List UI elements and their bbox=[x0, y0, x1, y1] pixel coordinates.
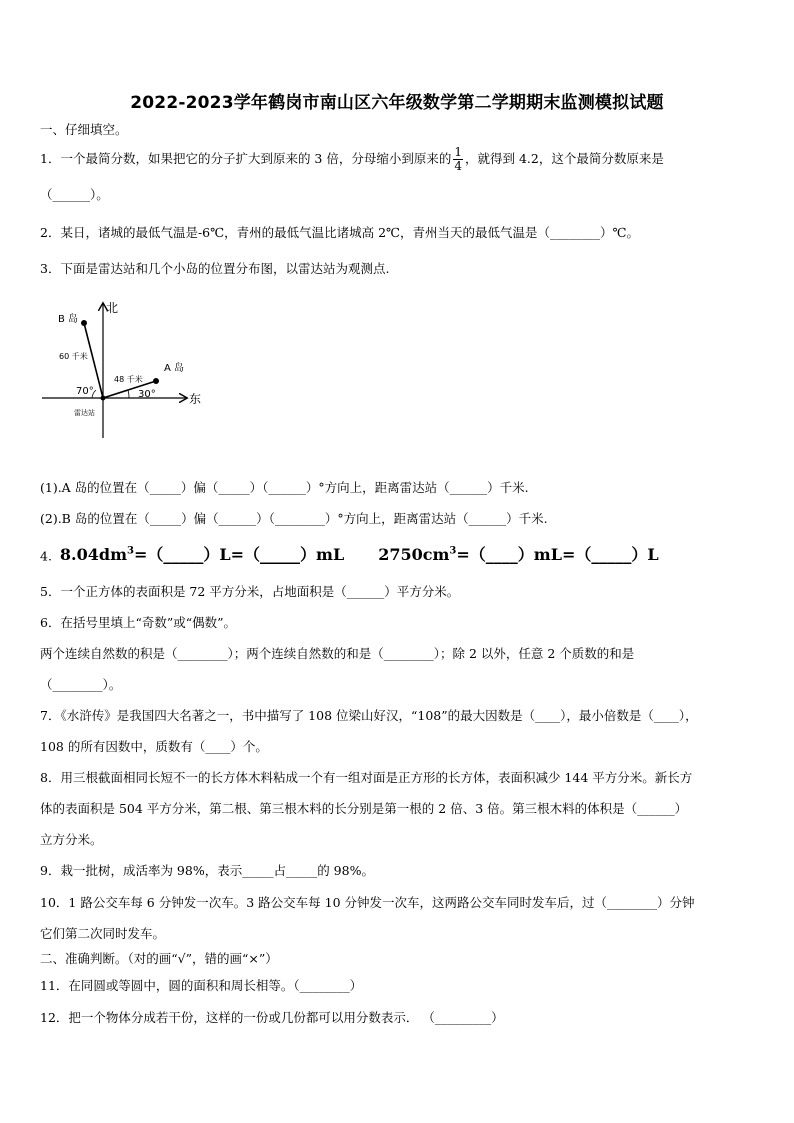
question-3-part-2: (2).B 岛的位置在（_____）偏（______）（________）°方向上，距离雷达站（______）千米. bbox=[40, 511, 548, 526]
question-4-number: 4. bbox=[40, 548, 52, 564]
question-10-line-1: 10．1 路公交车每 6 分钟发一次车。3 路公交车每 10 分钟发一次车，这两路公交车同时发车后，过（________）分钟 bbox=[40, 895, 695, 910]
question-7-line-2: 108 的所有因数中，质数有（____）个。 bbox=[40, 739, 268, 754]
question-1-text-a: 1．一个最简分数，如果把它的分子扩大到原来的 3 倍，分母缩小到原来的 bbox=[40, 151, 452, 166]
a-island-label: A 岛 bbox=[164, 363, 185, 374]
fraction-one-quarter bbox=[453, 146, 463, 173]
b-island-point bbox=[81, 320, 87, 326]
question-3-part-1: (1).A 岛的位置在（_____）偏（_____）（______）°方向上，距离雷达站（______）千米. bbox=[40, 480, 529, 495]
a-distance-label: 48 千米 bbox=[114, 375, 143, 384]
question-9: 9．栽一批树，成活率为 98%，表示_____占_____的 98%。 bbox=[40, 863, 374, 878]
question-12: 12．把一个物体分成若干份，这样的一份或几份都可以用分数表示． （_________） bbox=[40, 1010, 504, 1025]
question-4-volume-b bbox=[378, 545, 658, 564]
question-4-volume-a bbox=[60, 545, 344, 564]
question-8-line-3: 立方分米。 bbox=[40, 832, 103, 847]
question-8-line-2: 体的表面积是 504 平方分米，第二根、第三根木料的长分别是第一根的 2 倍、3 倍。第三根木料的体积是（______） bbox=[40, 801, 688, 816]
section-heading-fill-in: 一、仔细填空。 bbox=[40, 122, 128, 137]
question-1-answer-line: （______）。 bbox=[40, 187, 109, 202]
question-4 bbox=[40, 544, 659, 564]
b-distance-label: 60 千米 bbox=[59, 352, 88, 361]
question-3: 3．下面是雷达站和几个小岛的位置分布图，以雷达站为观测点. bbox=[40, 261, 390, 276]
question-2: 2．某日，诸城的最低气温是-6℃，青州的最低气温比诸城高 2℃，青州当天的最低气温是（________）℃。 bbox=[40, 225, 640, 240]
north-label: 北 bbox=[106, 301, 119, 315]
question-8-line-1: 8．用三根截面相同长短不一的长方体木料粘成一个有一组对面是正方形的长方体，表面积减少 144 平方分米。新长方 bbox=[40, 770, 693, 785]
page-title: 2022-2023学年鹤岗市南山区六年级数学第二学期期末监测模拟试题 bbox=[130, 93, 664, 113]
question-6-line-2: 两个连续自然数的积是（________）；两个连续自然数的和是（________）；除 2 以外，任意 2 个质数的和是 bbox=[40, 646, 635, 661]
question-1-text-b: ，就得到 4.2，这个最简分数原来是 bbox=[465, 151, 664, 166]
question-6-line-3: （________）。 bbox=[40, 677, 122, 692]
angle-a-arc bbox=[128, 390, 129, 398]
fraction-denominator: 4 bbox=[454, 159, 462, 173]
question-7-line-1: 7．《水浒传》是我国四大名著之一，书中描写了 108 位梁山好汉，“108”的最大因数是（____），最小倍数是（____）， bbox=[40, 708, 698, 723]
b-angle-label: 70° bbox=[76, 386, 94, 397]
east-label: 东 bbox=[189, 392, 202, 406]
section-heading-judge: 二、准确判断。（对的画“√”，错的画“×”） bbox=[40, 951, 278, 966]
radar-position-diagram bbox=[36, 290, 216, 440]
question-6-line-1: 6．在括号里填上“奇数”或“偶数”。 bbox=[40, 615, 237, 630]
a-angle-label: 30° bbox=[138, 389, 156, 400]
question-10-line-2: 它们第二次同时发车。 bbox=[40, 926, 166, 941]
a-island-point bbox=[153, 378, 159, 384]
question-1 bbox=[40, 146, 664, 173]
question-4-a-exponent: 3 bbox=[127, 546, 134, 557]
b-island-label: B 岛 bbox=[58, 314, 79, 325]
radar-station-point bbox=[101, 396, 106, 401]
fraction-numerator: 1 bbox=[454, 145, 462, 159]
question-4-a-value: 8.04dm bbox=[59, 545, 128, 565]
question-4-b-value: 2750cm bbox=[378, 545, 450, 565]
question-5: 5．一个正方体的表面积是 72 平方分米，占地面积是（______）平方分米。 bbox=[40, 584, 460, 599]
question-4-a-blanks: =（_____）L=（_____）mL bbox=[133, 545, 345, 565]
radar-station-label: 雷达站 bbox=[74, 409, 95, 417]
question-4-b-blanks: =（____）mL=（_____）L bbox=[456, 545, 659, 565]
question-4-b-exponent: 3 bbox=[449, 546, 457, 557]
question-11: 11．在同圆或等圆中，圆的面积和周长相等。（________） bbox=[40, 978, 363, 993]
